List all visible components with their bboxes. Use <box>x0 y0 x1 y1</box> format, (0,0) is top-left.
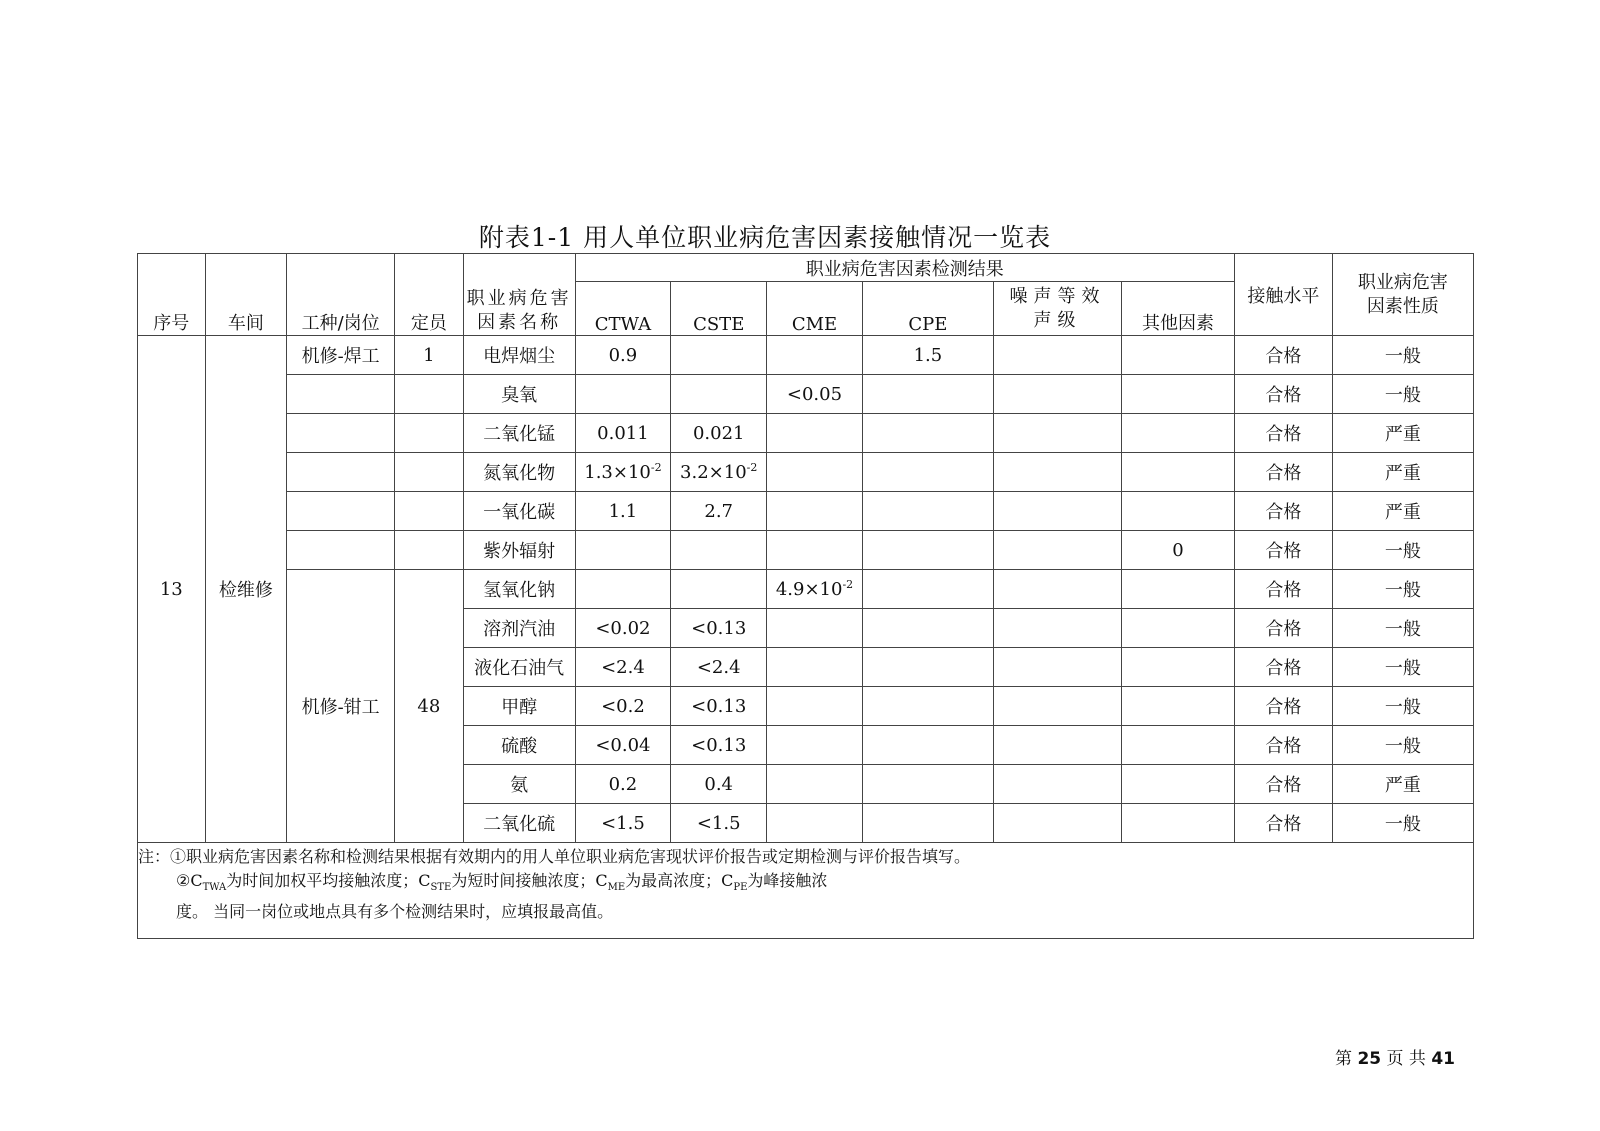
table-row <box>138 336 1474 375</box>
note-line-3: 度。 当同一岗位或地点具有多个检测结果时，应填报最高值。 <box>176 902 614 922</box>
level-cell: 合格 <box>1234 765 1332 804</box>
cme-cell <box>767 648 863 687</box>
cste-cell: 0.4 <box>671 765 767 804</box>
job-cell <box>287 492 395 531</box>
factor-cell: 甲醇 <box>463 687 575 726</box>
footer-text: 第 <box>1335 1049 1358 1069</box>
job-cell <box>287 414 395 453</box>
level-cell: 合格 <box>1234 648 1332 687</box>
other-cell <box>1121 609 1234 648</box>
cste-cell: <0.13 <box>671 726 767 765</box>
ctwa-cell: <0.2 <box>575 687 671 726</box>
cste-cell <box>671 570 767 609</box>
cste-cell: <2.4 <box>671 648 767 687</box>
nature-cell: 一般 <box>1332 804 1473 843</box>
factor-cell: 电焊烟尘 <box>463 336 575 375</box>
cpe-cell <box>862 492 993 531</box>
factor-cell: 溶剂汽油 <box>463 609 575 648</box>
job-cell <box>287 375 395 414</box>
level-cell: 合格 <box>1234 687 1332 726</box>
quota-cell <box>395 531 464 570</box>
level-cell: 合格 <box>1234 726 1332 765</box>
noise-cell <box>993 336 1121 375</box>
noise-cell <box>993 726 1121 765</box>
cme-cell <box>767 531 863 570</box>
noise-cell <box>993 531 1121 570</box>
cpe-cell <box>862 375 993 414</box>
other-cell <box>1121 375 1234 414</box>
page-number: 25 <box>1357 1049 1382 1069</box>
nature-cell: 一般 <box>1332 687 1473 726</box>
factor-cell: 二氧化锰 <box>463 414 575 453</box>
factor-cell: 液化石油气 <box>463 648 575 687</box>
cste-cell <box>671 453 767 492</box>
header-cpe: CPE <box>862 282 993 336</box>
level-cell: 合格 <box>1234 531 1332 570</box>
cpe-cell <box>862 570 993 609</box>
note-sub-pe: PE <box>733 882 748 894</box>
total-pages: 41 <box>1431 1049 1455 1069</box>
ctwa-base: 1.3×10 <box>584 462 651 483</box>
cste-cell <box>671 375 767 414</box>
quota-cell <box>395 414 464 453</box>
header-ctwa: CTWA <box>575 282 671 336</box>
nature-cell: 一般 <box>1332 609 1473 648</box>
cpe-cell <box>862 726 993 765</box>
header-results-group: 职业病危害因素检测结果 <box>575 254 1234 282</box>
header-job: 工种/岗位 <box>287 254 395 336</box>
quota-cell-fitter: 48 <box>395 570 464 843</box>
ctwa-cell: 0.011 <box>575 414 671 453</box>
job-cell: 机修-焊工 <box>287 336 395 375</box>
cste-base: 3.2×10 <box>680 462 747 483</box>
noise-cell <box>993 453 1121 492</box>
nature-cell: 严重 <box>1332 414 1473 453</box>
cste-cell <box>671 531 767 570</box>
seq-cell: 13 <box>138 336 206 843</box>
noise-cell <box>993 375 1121 414</box>
note-line-2 <box>138 869 1473 900</box>
other-cell <box>1121 570 1234 609</box>
other-cell <box>1121 687 1234 726</box>
cme-cell <box>767 609 863 648</box>
factor-cell: 一氧化碳 <box>463 492 575 531</box>
ctwa-cell <box>575 531 671 570</box>
cme-cell <box>767 687 863 726</box>
cme-cell <box>767 765 863 804</box>
nature-cell: 严重 <box>1332 765 1473 804</box>
notes-row <box>138 843 1474 939</box>
table-row <box>138 492 1474 531</box>
other-cell <box>1121 804 1234 843</box>
note-sub-me: ME <box>607 882 626 894</box>
note-text: 为峰接触浓 <box>747 871 828 890</box>
cpe-cell <box>862 609 993 648</box>
ctwa-cell <box>575 375 671 414</box>
ctwa-cell: <0.04 <box>575 726 671 765</box>
footer-text: 页 共 <box>1381 1049 1432 1069</box>
cme-cell: <0.05 <box>767 375 863 414</box>
nature-cell: 一般 <box>1332 570 1473 609</box>
quota-cell <box>395 492 464 531</box>
other-cell <box>1121 492 1234 531</box>
other-cell <box>1121 453 1234 492</box>
note-sub-ste: STE <box>430 882 452 894</box>
ctwa-cell: <1.5 <box>575 804 671 843</box>
other-cell <box>1121 414 1234 453</box>
header-other: 其他因素 <box>1121 282 1234 336</box>
cste-cell: <0.13 <box>671 687 767 726</box>
job-cell <box>287 453 395 492</box>
noise-cell <box>993 765 1121 804</box>
ctwa-cell <box>575 570 671 609</box>
cste-cell: 2.7 <box>671 492 767 531</box>
noise-cell <box>993 492 1121 531</box>
header-cme: CME <box>767 282 863 336</box>
other-cell <box>1121 765 1234 804</box>
table-row <box>138 375 1474 414</box>
ctwa-cell: 0.2 <box>575 765 671 804</box>
other-cell <box>1121 648 1234 687</box>
ctwa-exponent: -2 <box>650 461 662 474</box>
ctwa-cell: <0.02 <box>575 609 671 648</box>
cme-cell <box>767 414 863 453</box>
workshop-cell: 检维修 <box>205 336 287 843</box>
table-row <box>138 414 1474 453</box>
cste-cell: 0.021 <box>671 414 767 453</box>
table-row <box>138 531 1474 570</box>
header-noise: 噪声等效声级 <box>993 282 1121 336</box>
factor-cell: 氨 <box>463 765 575 804</box>
other-cell <box>1121 336 1234 375</box>
nature-cell: 一般 <box>1332 726 1473 765</box>
level-cell: 合格 <box>1234 804 1332 843</box>
job-cell <box>287 531 395 570</box>
cste-exponent: -2 <box>746 461 758 474</box>
nature-cell: 一般 <box>1332 531 1473 570</box>
factor-cell: 氢氧化钠 <box>463 570 575 609</box>
note-text: 为短时间接触浓度；C <box>451 871 608 890</box>
cpe-cell <box>862 765 993 804</box>
notes-cell <box>138 843 1474 939</box>
level-cell: 合格 <box>1234 414 1332 453</box>
level-cell: 合格 <box>1234 336 1332 375</box>
job-cell-fitter: 机修-钳工 <box>287 570 395 843</box>
quota-cell <box>395 453 464 492</box>
header-quota: 定员 <box>395 254 464 336</box>
cpe-cell <box>862 414 993 453</box>
ctwa-cell: 0.9 <box>575 336 671 375</box>
cste-cell: <0.13 <box>671 609 767 648</box>
cme-base: 4.9×10 <box>775 579 843 600</box>
noise-cell <box>993 570 1121 609</box>
ctwa-cell: 1.1 <box>575 492 671 531</box>
table-row <box>138 570 1474 609</box>
factor-cell: 紫外辐射 <box>463 531 575 570</box>
ctwa-cell <box>575 453 671 492</box>
cme-cell <box>767 453 863 492</box>
cpe-cell <box>862 687 993 726</box>
note-line-1: 注：①职业病危害因素名称和检测结果根据有效期内的用人单位职业病危害现状评价报告或定期检测与评价报告填写。 <box>138 847 971 866</box>
cme-cell <box>767 804 863 843</box>
cpe-cell <box>862 531 993 570</box>
cme-cell <box>767 726 863 765</box>
nature-cell: 一般 <box>1332 336 1473 375</box>
level-cell: 合格 <box>1234 492 1332 531</box>
cpe-cell <box>862 804 993 843</box>
table-title: 附表1-1 用人单位职业病危害因素接触情况一览表 <box>478 223 1052 252</box>
cme-cell <box>767 336 863 375</box>
note-sub-twa: TWA <box>202 882 227 894</box>
level-cell: 合格 <box>1234 375 1332 414</box>
header-factor-name: 职业病危害因素名称 <box>463 254 575 336</box>
nature-cell: 严重 <box>1332 453 1473 492</box>
noise-cell <box>993 648 1121 687</box>
level-cell: 合格 <box>1234 609 1332 648</box>
table-row <box>138 453 1474 492</box>
level-cell: 合格 <box>1234 453 1332 492</box>
exposure-table <box>137 253 1474 939</box>
cpe-cell <box>862 453 993 492</box>
header-cste: CSTE <box>671 282 767 336</box>
nature-cell: 一般 <box>1332 375 1473 414</box>
other-cell: 0 <box>1121 531 1234 570</box>
factor-cell: 氮氧化物 <box>463 453 575 492</box>
note-text: ②C <box>176 871 203 890</box>
other-cell <box>1121 726 1234 765</box>
quota-cell <box>395 375 464 414</box>
factor-cell: 二氧化硫 <box>463 804 575 843</box>
nature-cell: 一般 <box>1332 648 1473 687</box>
factor-cell: 臭氧 <box>463 375 575 414</box>
header-workshop: 车间 <box>205 254 287 336</box>
level-cell: 合格 <box>1234 570 1332 609</box>
header-exposure: 接触水平 <box>1234 254 1332 336</box>
factor-cell: 硫酸 <box>463 726 575 765</box>
cme-cell <box>767 570 863 609</box>
cme-exponent: -2 <box>842 578 854 591</box>
quota-cell: 1 <box>395 336 464 375</box>
cste-cell: <1.5 <box>671 804 767 843</box>
noise-cell <box>993 609 1121 648</box>
page-footer <box>1330 1044 1455 1069</box>
cpe-cell: 1.5 <box>862 336 993 375</box>
cpe-cell <box>862 648 993 687</box>
noise-cell <box>993 804 1121 843</box>
nature-cell: 严重 <box>1332 492 1473 531</box>
note-text: 为最高浓度；C <box>625 871 734 890</box>
noise-cell <box>993 687 1121 726</box>
ctwa-cell: <2.4 <box>575 648 671 687</box>
header-nature: 职业病危害因素性质 <box>1332 254 1473 336</box>
note-text: 为时间加权平均接触浓度；C <box>226 871 431 890</box>
noise-cell <box>993 414 1121 453</box>
cme-cell <box>767 492 863 531</box>
cste-cell <box>671 336 767 375</box>
header-seq: 序号 <box>138 254 206 336</box>
